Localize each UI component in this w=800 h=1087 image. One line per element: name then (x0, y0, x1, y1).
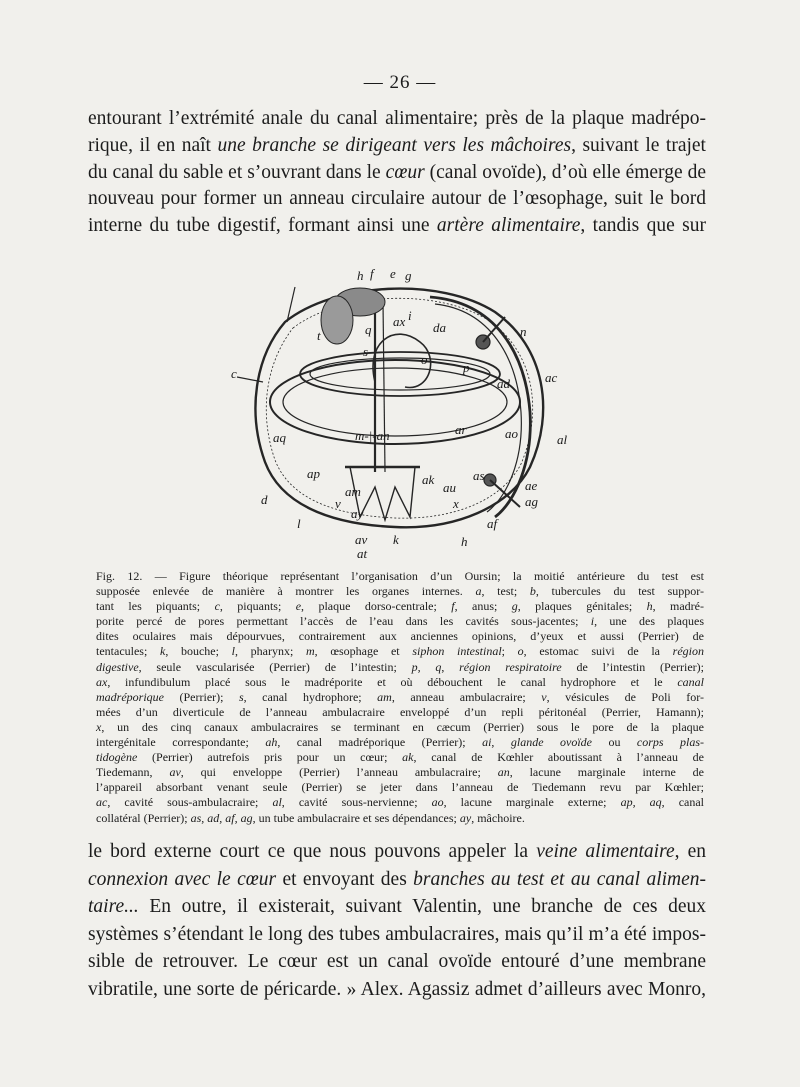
label-ax: ax (393, 314, 406, 329)
label-n: n (520, 324, 527, 339)
caption-line: collatéral (Perrier); as, ad, af, ag, un tube ambulacraire et ses dépendances; ay, mâchoire. (96, 810, 525, 825)
label-g: g (405, 268, 412, 283)
label-d: d (261, 492, 268, 507)
gland (321, 296, 353, 344)
text-line: rique, il en naît une branche se dirigeant vers les mâchoires, suivant le trajet (88, 134, 706, 156)
caption-line: intergénitale correspondante; ah, canal madréporique (Perrier); ai, glande ovoïde ou corps plas- (96, 735, 705, 750)
label-m-an: m-|-an (355, 428, 390, 443)
label-p: p (463, 360, 470, 375)
intestine-coil-outer (270, 360, 520, 444)
label-ar: ar (455, 422, 467, 437)
label-q: q (365, 322, 372, 337)
text-line: nouveau pour former un anneau circulaire autour de l’œsophage, suit le bord (88, 188, 706, 210)
page-number: — 26 — (363, 72, 437, 93)
label-af: af (487, 516, 498, 531)
label-ad: ad (497, 376, 510, 391)
caption-line: porite percé de pores permettant l’accès de l’eau dans les cavités sous-jacentes; i, une des plaques (96, 614, 704, 629)
caption-line: x, un des cinq canaux ambulacraires se terminant en cæcum (Perrier) sous le pore de la plaque (96, 719, 704, 734)
label-l: l (297, 516, 301, 531)
label-k: k (393, 532, 399, 547)
text-line: vibratile, une sorte de péricarde. » Alex. Agassiz admet d’ailleurs avec Monro, (88, 978, 706, 1000)
caption-line: tidogène (Perrier) autrefois pris pour un cœur; ak, canal de Kœhler aboutissant à l’anneau de (96, 750, 704, 765)
caption-line: l’appareil absorbant venant seule (Perrier) se jeter dans l’anneau de Tiedemann revu par Kœhler; (96, 780, 704, 795)
siphon (383, 302, 385, 472)
label-e: e (390, 266, 396, 281)
label-al: al (557, 432, 568, 447)
caption-line: mées d’un diverticule de l’anneau ambulacraire enveloppé d’un repli péritonéal (Perrier, Hamann); (96, 704, 704, 719)
caption-line: ax, infundibulum placé sous le madréporite et où débouchent le canal hydrophore et le canal (96, 674, 704, 689)
label-ae: ae (525, 478, 538, 493)
label-x: x (453, 496, 459, 511)
label-v: v (335, 496, 341, 511)
caption-line: tant les piquants; c, piquants; e, plaque dorso-centrale; f, anus; g, plaques génitales; h, madré- (96, 599, 704, 614)
label-au: au (443, 480, 456, 495)
label-da: da (433, 320, 446, 335)
label-at: at (357, 546, 368, 561)
caption-line: Tiedemann, av, qui enveloppe (Perrier) l’anneau ambulacraire; an, lacune marginale interne de (96, 765, 704, 780)
caption-line: supposée enlevée de manière à montrer les organes internes. a, test; b, tubercules du test suppor- (96, 584, 704, 599)
label-ac: ac (545, 370, 558, 385)
top-paragraph (88, 106, 706, 240)
label-i: i (408, 308, 412, 323)
label-av: av (355, 532, 368, 547)
text-line: taire... En outre, il existerait, suivant Valentin, une branche de ces deux (88, 896, 706, 918)
label-h-lower: h (461, 534, 468, 549)
caption-line: digestive, seule vascularisée (Perrier) de l’intestin; p, q, région respiratoire de l’intestin (Perrier); (96, 659, 704, 674)
intestine-coil-inner (283, 368, 507, 436)
label-ao: ao (505, 426, 518, 441)
label-ag: ag (525, 494, 538, 509)
label-ak: ak (422, 472, 435, 487)
caption-line: ac, cavité sous-ambulacraire; al, cavité sous-nervienne; ao, lacune marginale externe; ap, aq, canal (96, 795, 705, 810)
caption-line: tentacules; k, bouche; l, pharynx; m, œsophage et siphon intestinal; o, estomac suivi de la région (96, 644, 705, 659)
label-as: as (473, 468, 485, 483)
text-line: sible de retrouver. Le cœur est un canal ovoïde entouré d’une membrane (88, 951, 706, 973)
bottom-paragraph (88, 838, 706, 1004)
text-line: connexion avec le cœur et envoyant des branches au test et au canal alimen- (88, 868, 707, 890)
caption-line: dites oculaires mais dépourvues, contrairement aux anciennes opinions, d’yeux et aussi (Perrier) de (96, 629, 704, 644)
label-h: h (357, 268, 364, 283)
label-s: s (363, 344, 369, 359)
sea-urchin-anatomy-figure (225, 262, 580, 562)
caption-line: Fig. 12. — Figure théorique représentant l’organisation d’un Oursin; la moitié antérieure du test est (96, 569, 704, 583)
label-f: f (370, 266, 374, 281)
label-t: t (317, 328, 321, 343)
label-ap: ap (307, 466, 320, 481)
text-line: entourant l’extrémité anale du canal alimentaire; près de la plaque madrépo- (88, 108, 706, 129)
text-line: du canal du sable et s’ouvrant dans le cœur (canal ovoïde), d’où elle émerge de (88, 161, 706, 183)
label-o: o (421, 352, 428, 367)
figure-caption (96, 569, 704, 826)
label-c: c (231, 366, 237, 381)
text-line: systèmes s’étendant le long des tubes ambulacraires, mais qu’il m’a été impos- (88, 923, 706, 945)
spine-right-upper (483, 317, 505, 342)
text-line: interne du tube digestif, formant ainsi une artère alimentaire, tandis que sur (88, 215, 706, 237)
label-aq: aq (273, 430, 286, 445)
caption-line: madréporique (Perrier); s, canal hydrophore; am, anneau ambulacraire; v, vésicules de Poli for- (96, 689, 705, 704)
text-line: le bord externe court ce que nous pouvons appeler la veine alimentaire, en (88, 841, 706, 862)
label-am: am (345, 484, 361, 499)
label-ay: ay (351, 506, 364, 521)
